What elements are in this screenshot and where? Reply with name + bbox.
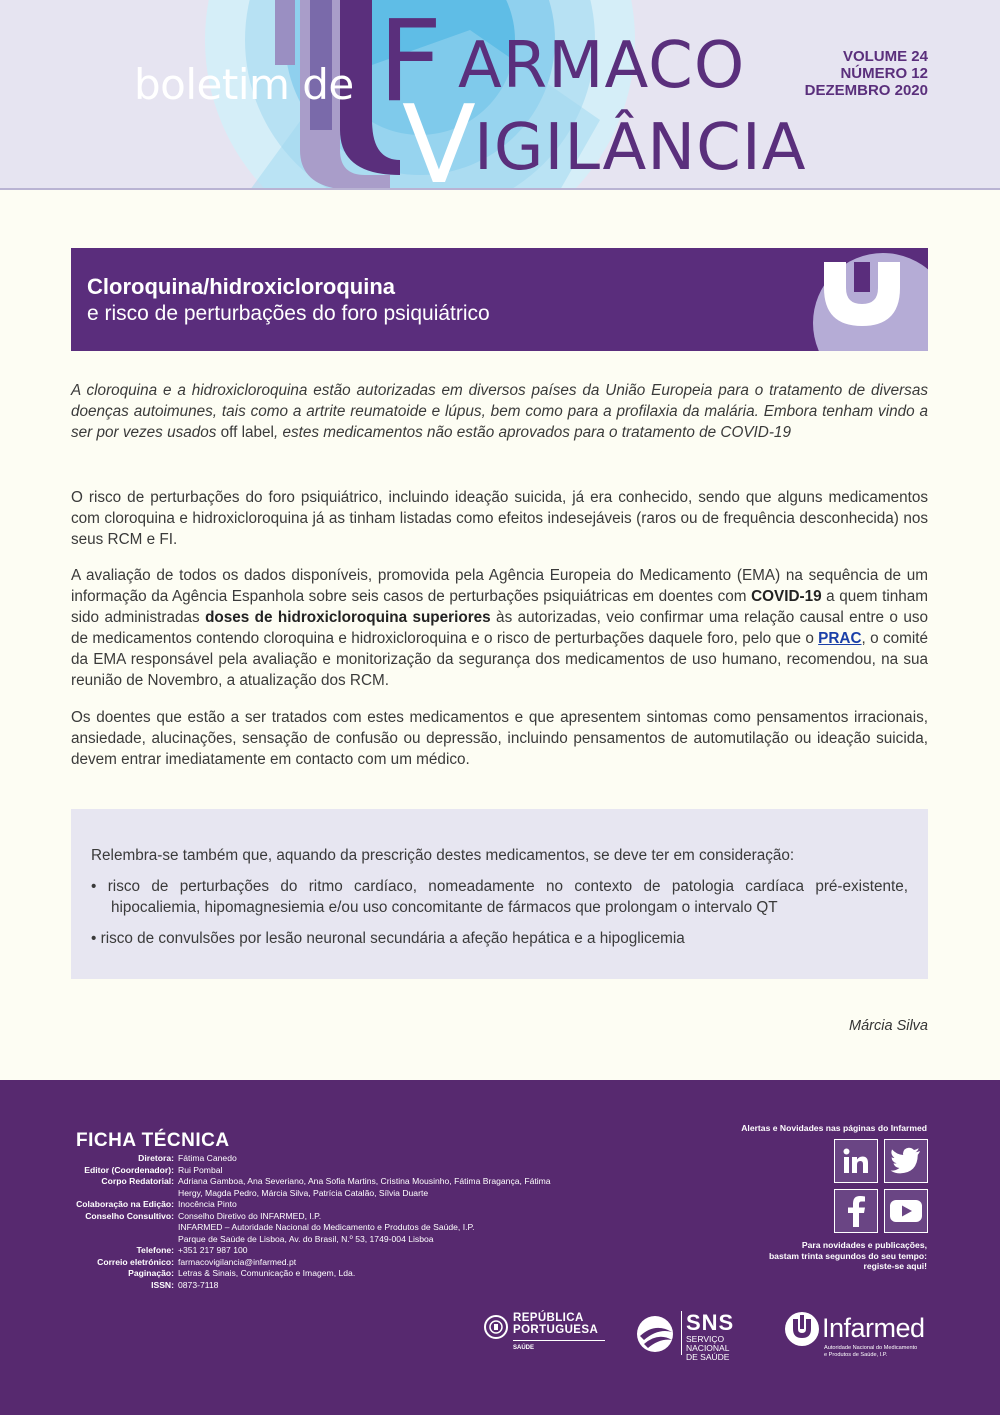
ficha-value: INFARMED – Autoridade Nacional do Medicamento e Produtos de Saúde, I.P.: [178, 1222, 475, 1232]
linkedin-icon: [841, 1146, 871, 1176]
rp-divider: [513, 1340, 605, 1341]
ficha-row: [40, 1176, 578, 1199]
sns-line-1: SERVIÇO NACIONAL: [686, 1334, 730, 1353]
issue-volume: VOLUME 24: [842, 48, 928, 65]
paragraph-2: [71, 565, 928, 691]
reminder-intro: Relembra-se também que, aquando da prescrição destes medicamentos, se deve ter em consideração:: [91, 847, 795, 864]
facebook-button[interactable]: [834, 1189, 878, 1233]
masthead-title-line2: IGILÂNCIA: [474, 111, 807, 185]
infarmed-subtitle: [824, 1345, 934, 1359]
reminder-bullet: • risco de convulsões por lesão neuronal secundária a afeção hepática e a hipoglicemia: [91, 930, 685, 947]
rp-line-2: PORTUGUESA: [513, 1324, 599, 1336]
ficha-label: Conselho Consultivo:: [85, 1210, 174, 1221]
infarmed-logo: [782, 1305, 932, 1365]
ficha-label: [40, 1234, 178, 1246]
ficha-value: 0873-7118: [178, 1279, 219, 1290]
infarmed-line-1: Autoridade Nacional do Medicamento: [824, 1345, 918, 1351]
ficha-value: Adriana Gamboa, Ana Severiano, Ana Sofia Martins, Cristina Mousinho, Fátima Bragança, Fátima Hergy, Magda Pedro, Márcia Silva, Patrícia Catalão, Sílvia Duarte: [178, 1176, 551, 1198]
issue-number: NÚMERO 12: [840, 65, 928, 82]
issue-date: DEZEMBRO 2020: [804, 82, 928, 99]
reminder-box: [71, 809, 928, 979]
lead-text-2: , estes medicamentos não estão aprovados para o tratamento de COVID-19: [273, 424, 791, 441]
prac-link[interactable]: PRAC: [818, 630, 862, 647]
coat-of-arms-icon: [483, 1312, 509, 1342]
paragraph-3: Os doentes que estão a ser tratados com estes medicamentos e que apresentem sintomas como pensamentos irracionais, ansiedade, alucinações, sensação de confusão ou depressão, incluindo pensamentos de automutilação ou ideação suicida, devem entrar imediatamente em contacto com um médico.: [71, 709, 928, 768]
ficha-value: Letras & Sinais, Comunicação e Imagem, Lda.: [178, 1268, 356, 1278]
ficha-value: Parque de Saúde de Lisboa, Av. do Brasil, N.º 53, 1749-004 Lisboa: [178, 1233, 434, 1244]
register-prompt[interactable]: [769, 1240, 927, 1272]
masthead-initial-v: V: [402, 83, 476, 190]
rp-saude: SAÚDE: [513, 1345, 535, 1351]
sns-symbol-icon: [634, 1314, 678, 1354]
ficha-row: [40, 1268, 578, 1280]
ficha-value: Rui Pombal: [178, 1164, 223, 1175]
sns-divider: [681, 1311, 682, 1355]
ficha-label: Diretora:: [138, 1153, 174, 1163]
ficha-label: [40, 1222, 178, 1234]
p2-text-2: a quem tinham sido administradas: [71, 588, 928, 626]
infarmed-symbol-icon: [784, 1311, 820, 1347]
ficha-row: [40, 1199, 578, 1211]
ficha-tecnica: [40, 1153, 578, 1291]
linkedin-button[interactable]: [834, 1139, 878, 1183]
register-line-2: bastam trinta segundos do seu tempo:: [768, 1250, 927, 1261]
article-subtitle: e risco de perturbações do foro psiquiátrico: [87, 302, 490, 325]
p2-text-1: A avaliação de todos os dados disponíveis, promovida pela Agência Europeia do Medicamento (EMA) na sequência de um informação da Agência Espanhola sobre seis casos de perturbações psiquiátricas em doentes com: [71, 567, 928, 605]
ficha-email[interactable]: farmacovigilancia@infarmed.pt: [178, 1256, 297, 1267]
ficha-row: [40, 1211, 578, 1223]
infarmed-line-2: e Produtos de Saúde, I.P.: [824, 1352, 888, 1358]
p2-text-4: , o comité da EMA responsável pela avaliação e monitorização da segurança dos medicamentos de uso humano, recomendou, na sua reunião de Novembro, a atualização dos RCM.: [71, 630, 928, 689]
alerts-heading: Alertas e Novidades nas páginas do Infarmed: [741, 1123, 927, 1133]
twitter-icon: [890, 1147, 922, 1175]
ficha-label: Corpo Redatorial:: [101, 1176, 174, 1186]
ficha-row: [40, 1257, 578, 1269]
ficha-row: [40, 1153, 578, 1165]
article-title: Cloroquina/hidroxicloroquina: [87, 274, 395, 299]
article-lead: [71, 380, 928, 443]
masthead-initial-f: F: [378, 0, 443, 127]
infarmed-text: Infarmed: [822, 1313, 925, 1343]
sns-line-2: DE SAÚDE: [686, 1352, 730, 1362]
article-author: Márcia Silva: [849, 1018, 928, 1034]
article-title-banner: [71, 248, 928, 351]
lead-off-label: off label: [220, 424, 274, 441]
banner-logo-mark-icon: [798, 248, 928, 351]
p2-covid-bold: COVID-19: [751, 588, 822, 605]
ficha-row: [40, 1222, 578, 1234]
ficha-label: Colaboração na Edição:: [76, 1199, 174, 1209]
issue-info: [805, 48, 928, 99]
ficha-tecnica-title: FICHA TÉCNICA: [76, 1130, 230, 1151]
ficha-value: Conselho Diretivo do INFARMED, I.P.: [178, 1210, 322, 1221]
p2-doses-bold: doses de hidroxicloroquina superiores: [205, 609, 491, 626]
masthead-boletim: boletim de: [134, 60, 354, 109]
republica-portuguesa-logo: [483, 1310, 633, 1360]
facebook-icon: [845, 1195, 867, 1227]
youtube-button[interactable]: [884, 1189, 928, 1233]
sns-text: SNS: [686, 1310, 735, 1335]
ficha-row: [40, 1245, 578, 1257]
republica-portuguesa-text: [513, 1312, 598, 1336]
ficha-label: ISSN:: [151, 1279, 174, 1290]
ficha-row: [40, 1165, 578, 1177]
ficha-label: Editor (Coordenador):: [84, 1164, 174, 1175]
ficha-value: +351 217 987 100: [178, 1245, 248, 1255]
rp-line-1: REPÚBLICA: [513, 1312, 584, 1324]
paragraph-1: O risco de perturbações do foro psiquiátrico, incluindo ideação suicida, já era conhecido, sendo que alguns medicamentos com cloroquina e hidroxicloroquina já as tinham listadas como efeitos indesejáveis (raros ou de frequência desconhecida) nos seus RCM e FI.: [71, 489, 928, 548]
ficha-label: Telefone:: [136, 1245, 174, 1255]
masthead-title-line1: ARMACO: [458, 29, 746, 103]
register-line-3[interactable]: registe-se aqui!: [863, 1261, 927, 1271]
register-line-1: Para novidades e publicações,: [801, 1240, 927, 1250]
reminder-bullet: • risco de perturbações do ritmo cardíaco, nomeadamente no contexto de patologia cardíaca pré-existente, hipocaliemia, hipomagnesiemia e/ou uso concomitante de fármacos que prolongam o intervalo QT: [91, 878, 908, 916]
ficha-value: Fátima Canedo: [178, 1153, 237, 1163]
ficha-value: Inocência Pinto: [178, 1199, 237, 1209]
p2-text-3: às autorizadas, veio confirmar uma relação causal entre o uso de medicamentos contendo cloroquina e hidroxicloroquina e o risco de perturbações daquele foro, pelo que o: [71, 609, 928, 647]
youtube-icon: [889, 1198, 923, 1224]
sns-subtitle: [686, 1335, 766, 1362]
ficha-row: [40, 1234, 578, 1246]
sns-logo: [634, 1310, 764, 1360]
ficha-label: Correio eletrónico:: [97, 1256, 174, 1267]
twitter-button[interactable]: [884, 1139, 928, 1183]
ficha-label: Paginação:: [128, 1268, 174, 1278]
ficha-row: [40, 1280, 578, 1292]
masthead: [0, 0, 1000, 190]
lead-text-1: A cloroquina e a hidroxicloroquina estão autorizadas em diversos países da União Europeia para o tratamento de diversas doenças autoimunes, tais como a artrite reumatoide e lúpus, bem como para a profilaxia da malária. Embora tenham vindo a ser por vezes usados: [71, 382, 928, 441]
